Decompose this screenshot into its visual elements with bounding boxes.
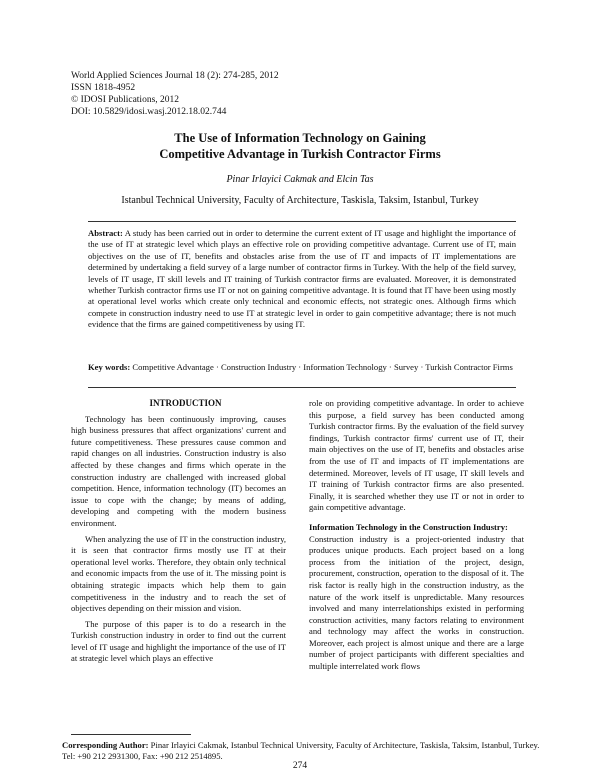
keywords <box>88 362 516 373</box>
abstract-label: Abstract: <box>88 228 123 238</box>
intro-heading: INTRODUCTION <box>149 398 222 408</box>
page-number: 274 <box>292 761 308 771</box>
intro-paragraph-3: The purpose of this paper is to do a research in the Turkish construction industry in order to find out the current level of IT usage and highlight the importance of the use of IT at strategic level which plays an effective <box>71 618 286 664</box>
copyright: © IDOSI Publications, 2012 <box>71 95 180 105</box>
intro-paragraph-1: Technology has been continuously improving, causes high business pressures that affect organizations' current and future competitiveness. These pressures cause common and rapid changes on all industries. Construction industry is also affected by these changes and firms which operate in the construction industry are challenged with increased global competition. Hence, information technology (IT) becomes an issue to cope with the change; by means of adding, developing and competing with the modern business environment. <box>71 413 286 528</box>
corresponding-label: Corresponding Author: <box>62 740 149 750</box>
corresponding-text: Pinar Irlayici Cakmak, Istanbul Technical University, Faculty of Architecture, Taskisla, Taksim, Istanbul, Turkey. Tel: +90 212 2931300, Fax: +90 212 2514895. <box>62 740 540 762</box>
keywords-label: Key words: <box>88 362 131 372</box>
paper-title <box>0 130 600 162</box>
abstract-top-rule <box>88 221 516 222</box>
title-line-2: Competitive Advantage in Turkish Contractor Firms <box>159 147 441 161</box>
keywords-text: Competitive Advantage · Construction Industry · Information Technology · Survey · Turkish Contractor Firms <box>132 362 513 372</box>
journal-header <box>71 70 279 118</box>
issn: ISSN 1818-4952 <box>71 83 136 93</box>
intro-paragraph-2: When analyzing the use of IT in the construction industry, it is seen that contractor firms mostly use IT at their operational level works. Therefore, they obtain only technical and economic impacts from the use of it. The missing point is obtaining strategic impacts which help them to gain competitiveness in the industry and to reach the set of objectives depending on their mission and vision. <box>71 533 286 614</box>
section-subheading: Information Technology in the Construction Industry: <box>309 521 508 532</box>
right-paragraph-1: role on providing competitive advantage. In order to achieve this purpose, a field survey has been conducted among Turkish contractor firms. By the evaluation of the field survey findings, Turkish contractor firms' current use of IT, their main objectives on the use of IT, benefits and obstacles arise from the use of IT and impacts of IT implementations are determined. Moreover, levels of IT usage, IT skill levels and IT training of Turkish contractor firms are also presented. Finally, it is searched whether they use IT or not in order to gain competitive advantage. <box>309 398 524 513</box>
right-paragraph-2: Construction industry is a project-oriented industry that produces unique products. Each project based on a long process from the initiation of the project, design, procurement, construction, operation to the disposal of it. The risk factor is really high in the construction industry, as the nature of the work itself is unpredictable. Many resources involved and many interrelationships existed in performing construction activities, many factors relating to environment and technology may affect the works in construction. Moreover, each project is almost unique and there are a large number of project participants with different specialties and multiple interrelated work flows <box>309 533 524 672</box>
corresponding-author <box>62 740 542 763</box>
footnote-rule <box>71 734 191 735</box>
title-line-1: The Use of Information Technology on Gaining <box>174 131 426 145</box>
journal-citation: World Applied Sciences Journal 18 (2): 274-285, 2012 <box>71 71 279 81</box>
abstract-bottom-rule <box>88 387 516 388</box>
abstract <box>88 228 516 331</box>
doi: DOI: 10.5829/idosi.wasj.2012.18.02.744 <box>71 107 227 117</box>
left-column <box>71 398 286 669</box>
affiliation: Istanbul Technical University, Faculty of Architecture, Taskisla, Taksim, Istanbul, Turkey <box>121 195 479 206</box>
abstract-text: A study has been carried out in order to determine the current extent of IT usage and highlight the importance of the use of IT at strategic level which plays an effective role on providing competitive advantage. Current use of IT, main objectives on the use of IT, benefits and obstacles arise from the use of IT and impacts of IT implementations are determined by undertaking a field survey of a large number of contractor firms in Turkey. With the help of the field survey, levels of IT usage, IT skill levels and IT training of Turkish contractor firms are evaluated. Moreover, it is demonstrated whether Turkish contractor firms use IT or not on gaining competitive advantage. It is found that IT have been using mostly at operational level works which create only technical and economic effects, not strategic ones. Although firms which compete in construction industry need to use IT at strategic level in order to gain competitive advantage; there is not much evidence that the firms are gained competitiveness by using IT. <box>88 228 516 330</box>
authors: Pinar Irlayici Cakmak and Elcin Tas <box>226 174 374 185</box>
right-column <box>309 398 524 677</box>
